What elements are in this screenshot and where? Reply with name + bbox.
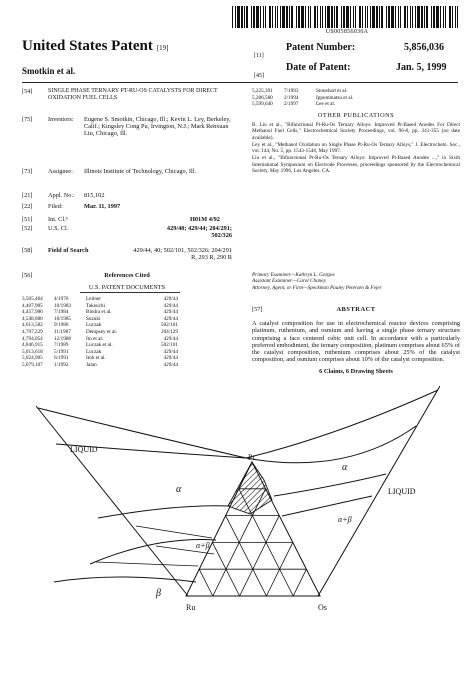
us-doc-name: Takeuchi [86, 302, 105, 309]
us-doc-date: 7/1984 [54, 309, 69, 316]
barcode-bar [289, 6, 290, 28]
tie-line-3 [96, 562, 198, 566]
us-doc-num: 4,846,915 [22, 342, 43, 349]
barcode-bar [277, 6, 278, 28]
barcode-bar [305, 6, 306, 28]
patent-number-bracket: [11] [254, 53, 264, 59]
us-doc-date: 9/1986 [54, 322, 69, 329]
barcode-bar [365, 6, 366, 28]
us-doc-row [22, 329, 232, 336]
ternary-grid-line [240, 516, 280, 596]
barcode-bar [350, 6, 351, 28]
right-ref-row [252, 95, 460, 102]
refs-num: [56] [22, 272, 33, 279]
invention-title: SINGLE PHASE TERNARY PT-RU-OS CATALYSTS FOR DIRECT OXIDATION FUEL CELLS [48, 88, 218, 101]
alpha-beta-right-label: α+β [338, 515, 352, 524]
right-liquidus-curve [246, 390, 438, 458]
us-doc-name: Jalan [86, 361, 97, 368]
us-doc-name: Leitner [86, 296, 101, 302]
us-doc-name: Itoh et al. [86, 355, 106, 362]
barcode-bar [232, 6, 233, 28]
alpha-right-label: α [342, 462, 348, 473]
us-doc-num: 5,079,107 [22, 361, 43, 368]
barcode-bar [275, 6, 276, 28]
intcl-label: Int. Cl.⁶ [48, 216, 68, 223]
assignee-field [22, 168, 232, 175]
uscl-label: U.S. Cl. [48, 225, 69, 232]
us-doc-name: Luczak et al. [86, 342, 113, 349]
ternary-grid-line [293, 569, 306, 596]
date-value: Jan. 5, 1999 [396, 62, 447, 73]
barcode-bar [386, 6, 387, 28]
beta-boundary [54, 577, 196, 582]
alpha-left-label: α [176, 484, 182, 495]
us-doc-num: 5,013,618 [22, 348, 43, 355]
filed-value: Mar. 11, 1997 [84, 203, 121, 210]
us-doc-num: 4,794,054 [22, 335, 43, 342]
intcl-num: [51] [22, 216, 33, 223]
us-doc-date: 10/1985 [54, 315, 72, 322]
us-doc-row [22, 296, 232, 303]
inventors-field [22, 116, 232, 137]
abstract-num: [57] [252, 306, 263, 313]
alpha-boundary-right [274, 474, 386, 496]
refs-cited [22, 272, 232, 279]
uscl-value: 429/40; 429/44; 204/291; 502/326 [166, 225, 232, 239]
us-doc-row [22, 303, 232, 310]
barcode-bar [415, 6, 416, 28]
appl-num: [21] [22, 192, 33, 199]
patent-title-text: United States Patent [22, 38, 153, 54]
beta-label: β [156, 588, 161, 599]
barcode-bar [237, 6, 240, 28]
single-phase-region [228, 462, 272, 514]
barcode-bar [317, 6, 318, 28]
ternary-grid-line [226, 516, 267, 596]
barcode-bar [455, 6, 456, 28]
inventors-num: [75] [22, 116, 33, 123]
date-row [254, 64, 264, 82]
us-doc-num: 4,707,229 [22, 328, 43, 335]
us-doc-num: 5,024,905 [22, 355, 43, 362]
us-doc-row [22, 322, 232, 329]
os-vertex-label: Os [318, 603, 327, 612]
barcode-bar [260, 6, 261, 28]
us-doc-date: 7/1989 [54, 342, 69, 349]
barcode-bar [433, 6, 435, 28]
field-label: Field of Search [48, 247, 89, 254]
us-doc-cls: 502/101 [160, 322, 178, 329]
barcode-bar [343, 6, 345, 28]
filed-num: [22] [22, 203, 33, 210]
barcode-bar [336, 6, 338, 28]
us-doc-row [22, 362, 232, 369]
barcode-bar [445, 6, 446, 28]
right-ref-num: 5,286,580 [252, 94, 273, 101]
barcode-bar [269, 6, 271, 28]
patent-number-label: Patent Number: [286, 42, 356, 53]
barcode-bar [424, 6, 425, 28]
barcode-bar [372, 6, 375, 28]
examiners [252, 272, 460, 291]
alpha-beta-left-label: α+β [196, 541, 210, 550]
barcode-bar [296, 6, 297, 28]
right-ref-date: 2/1994 [284, 94, 299, 101]
barcode-bar [244, 6, 245, 28]
barcode-bar [310, 6, 311, 28]
right-ref-date: 2/1997 [284, 101, 299, 108]
primary-examiner: Primary Examiner—Kathryn L. Gorgos [252, 272, 335, 278]
intcl-value: H01M 4/92 [190, 216, 220, 223]
us-doc-cls: 429/44 [163, 296, 178, 302]
barcode-bar [440, 6, 441, 28]
barcode-bar [421, 6, 423, 28]
top-edge [36, 386, 440, 406]
us-doc-cls: 502/101 [160, 342, 178, 349]
inventors-value: Eugene S. Smotkin, Chicago, Ill.; Kevin L. Ley, Berkeley, Calif.; Kingsley Cong Pu, Irvington, N.J.; Mark Renxuan Liu, Chicago, Ill. [84, 116, 231, 137]
us-doc-cls: 429/44 [163, 355, 178, 362]
field-value: 429/44, 40; 502/101, 502/326; 204/291 R, 293 R, 290 R [133, 247, 232, 261]
barcode-bar [235, 6, 236, 28]
barcode-bar [327, 6, 330, 28]
abstract-heading [252, 306, 460, 313]
other-pub-3: Liu et al., "Bifunctional Pt-Ru-Os Ternary Alloys: Improved Pt-Based Anodes ...," in Sixth International Symposium on Electrode Processes, proceedings sponsored by the Electrochemical Society, May 1996, Los Angeles, CA. [252, 155, 460, 175]
barcode-bar [359, 6, 361, 28]
refs-label: References Cited [104, 272, 150, 279]
us-doc-cls: 429/44 [163, 309, 178, 316]
us-doc-cls: 429/44 [163, 335, 178, 342]
barcode-bar [325, 6, 326, 28]
us-doc-name: Luczak [86, 322, 102, 329]
barcode-bar [417, 6, 420, 28]
pt-vertex-label: Pt [248, 453, 255, 462]
us-doc-cls: 429/44 [163, 302, 178, 309]
right-two-phase-boundary [282, 496, 372, 516]
us-doc-num: 4,457,986 [22, 309, 43, 316]
us-doc-num: 4,613,582 [22, 322, 43, 329]
filed-label: Filed: [48, 203, 63, 210]
barcode-bar [291, 6, 293, 28]
header-rule [22, 82, 458, 83]
barcode-bar [449, 6, 451, 28]
tie-line-1 [136, 526, 212, 538]
abstract-label: ABSTRACT [336, 306, 376, 313]
right-edge [318, 386, 440, 596]
us-doc-date: 10/1983 [54, 302, 72, 309]
barcode-bar [426, 6, 428, 28]
barcode-bar [443, 6, 444, 28]
barcode-bar [346, 6, 349, 28]
us-doc-cls: 204/129 [160, 328, 178, 335]
us-doc-name: Ito et al. [86, 335, 104, 342]
barcode-bar [367, 6, 368, 28]
right-ref-date: 7/1993 [284, 88, 299, 94]
abstract-text: A catalyst composition for use in electrochemical reactor devices comprising platinum, ruthenium, and osmium and having a single phase ternary structure comprising a face centered cubic unit cell. In accordance with a particularly preferred embodiment, the ternary composition, platinum comprises about 65% of the catalyst composition, ruthenium comprises about 25% of the catalyst composition, and osmium comprises about 10% of the catalyst composition. [252, 320, 460, 364]
right-ref-num: 5,225,391 [252, 88, 273, 94]
barcode-bar [263, 6, 264, 28]
us-doc-name: Dempsey et al. [86, 328, 117, 335]
barcode-bar [400, 6, 401, 28]
barcode-bar [362, 6, 363, 28]
barcode-bar [282, 6, 285, 28]
barcode-bar [457, 6, 458, 28]
patent-number-row [254, 44, 264, 62]
us-doc-row [22, 309, 232, 316]
ru-vertex-label: Ru [186, 603, 196, 612]
barcode-number: US005856036A [325, 29, 369, 35]
right-ref-row [252, 88, 460, 95]
us-doc-date: 1/1992 [54, 361, 69, 368]
barcode-bar [410, 6, 411, 28]
right-refs-list [252, 88, 460, 108]
barcode-bar [253, 6, 255, 28]
title-field [22, 88, 232, 102]
us-doc-row [22, 349, 232, 356]
barcode-bar [407, 6, 408, 28]
barcode-bar [301, 6, 304, 28]
us-doc-row [22, 355, 232, 362]
barcode-bar [398, 6, 399, 28]
date-label: Date of Patent: [286, 62, 351, 73]
phase-diagram [36, 386, 440, 676]
assignee-num: [73] [22, 168, 33, 175]
us-doc-date: 6/1991 [54, 355, 69, 362]
authors: Smotkin et al. [22, 66, 76, 76]
barcode-bar [404, 6, 406, 28]
inventors-label: Inventors: [48, 116, 74, 123]
barcode-bar [320, 6, 321, 28]
claims-count: 6 Claims, 6 Drawing Sheets [319, 368, 393, 375]
assistant-examiner: Assistant Examiner—Carol Chaney [252, 278, 326, 285]
us-doc-cls: 429/44 [163, 315, 178, 322]
assignee-label: Assignee: [48, 168, 73, 175]
appl-label: Appl. No.: [48, 192, 75, 199]
patent-number-value: 5,856,036 [404, 42, 444, 53]
barcode-bar [280, 6, 281, 28]
attorney: Attorney, Agent, or Firm—Speckman Pauley Petersen & Fejer [252, 284, 382, 291]
barcode-bar [334, 6, 335, 28]
us-doc-date: 4/1970 [54, 296, 69, 302]
barcode-bar [388, 6, 390, 28]
barcode-bar [256, 6, 259, 28]
assignee-value: Illinois Institute of Technology, Chicago, Ill. [84, 168, 197, 175]
us-doc-name: Bindra et al. [86, 309, 112, 316]
barcode-bar [341, 6, 342, 28]
patent-office-title [22, 38, 169, 55]
other-pubs-label: OTHER PUBLICATIONS [317, 112, 395, 119]
liquid-right-label: LIQUID [388, 487, 416, 496]
us-docs-underline [80, 292, 180, 293]
us-doc-num: 4,407,905 [22, 302, 43, 309]
barcode-bar [322, 6, 323, 28]
barcode-bar [286, 6, 288, 28]
us-doc-row [22, 336, 232, 343]
right-liquidus-curve-2 [246, 426, 416, 463]
barcode-bar [391, 6, 394, 28]
barcode-bar [246, 6, 248, 28]
barcode-bar [265, 6, 266, 28]
us-doc-num: 3,505,464 [22, 296, 43, 302]
barcode-bar [355, 6, 356, 28]
barcode-bar [431, 6, 432, 28]
barcode-bar [395, 6, 396, 28]
other-pub-1: R. Liu et al., "Bifunctional Pt-Ru-Os Ternary Alloys: Improved Pt-Based Anodes For Direct Methanol Fuel Cells," Electrochemical Society Proceedings, vol. 96-8, pp. 341-355 (no date available). [252, 122, 460, 141]
barcode-bar [370, 6, 371, 28]
other-pubs [252, 122, 460, 174]
uscl-num: [52] [22, 225, 33, 232]
title-bracket-number: [19] [156, 44, 169, 52]
us-doc-cls: 429/44 [163, 348, 178, 355]
appl-value: 815,102 [84, 192, 105, 199]
us-patent-docs-list [22, 296, 232, 369]
barcode-bar [381, 6, 383, 28]
liquid-left-label: LIQUID [70, 445, 98, 454]
us-doc-cls: 429/44 [163, 361, 178, 368]
us-doc-date: 12/1988 [54, 335, 72, 342]
barcode-bar [314, 6, 316, 28]
right-ref-name: Stonehart et al. [316, 88, 348, 94]
left-edge [36, 406, 188, 596]
date-bracket: [45] [254, 73, 264, 79]
barcode-bar [298, 6, 300, 28]
us-doc-num: 4,548,880 [22, 315, 43, 322]
title-field-num: [54] [22, 88, 33, 95]
other-pub-2: Ley et al., "Methanol Oxidation on Single Phase Pt-Ru-Os Ternary Alloys," J. Electrochem. Soc., vol. 144, No. 5, pp. 1543-1548, May 1997. [252, 141, 460, 155]
us-docs-label: U.S. PATENT DOCUMENTS [88, 284, 166, 291]
ternary-grid-line [199, 569, 213, 596]
right-ref-num: 5,599,640 [252, 101, 273, 108]
barcode [232, 6, 462, 28]
right-ref-name: Lee et al. [316, 101, 336, 108]
barcode-bar [353, 6, 354, 28]
us-doc-row [22, 316, 232, 323]
barcode-bar [241, 6, 243, 28]
barcode-bar [376, 6, 378, 28]
us-doc-date: 11/1987 [54, 328, 71, 335]
barcode-bar [412, 6, 413, 28]
us-doc-date: 5/1991 [54, 348, 69, 355]
us-doc-name: Suzuki [86, 315, 101, 322]
right-ref-name: Ippommatsu et al. [316, 94, 354, 101]
barcode-bar [331, 6, 333, 28]
right-ref-row [252, 101, 460, 108]
barcode-bar [251, 6, 252, 28]
barcode-bar [436, 6, 439, 28]
field-num: [58] [22, 247, 33, 254]
barcode-bar [272, 6, 273, 28]
us-doc-name: Luczak [86, 348, 102, 355]
barcode-bar [452, 6, 453, 28]
us-doc-row [22, 342, 232, 349]
barcode-bar [308, 6, 309, 28]
barcode-bar [379, 6, 380, 28]
